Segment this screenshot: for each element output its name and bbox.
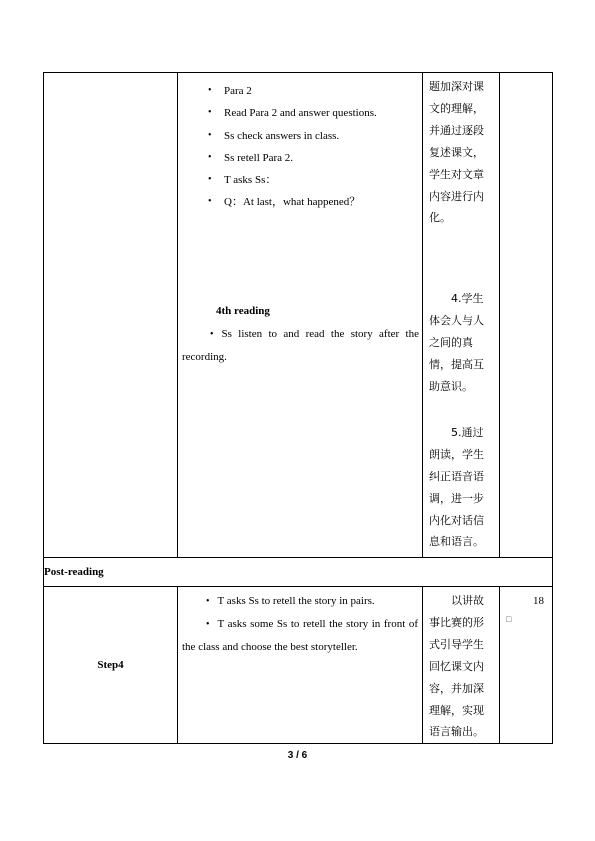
bullet-icon: • <box>206 596 210 607</box>
list-item: • Read Para 2 and answer questions. <box>178 102 418 124</box>
activity-cell <box>178 587 423 744</box>
activity-cell <box>178 73 423 558</box>
list-item: • T asks some Ss to retell the story in front of the class and choose the best storyteller. <box>182 618 418 653</box>
reading-heading: 4th reading <box>216 304 270 317</box>
minutes-value: 18 <box>533 595 544 607</box>
list-item: • T asks Ss to retell the story in pairs. <box>206 595 375 607</box>
step-label: Step4 <box>44 587 178 744</box>
list-item: • Para 2 <box>178 80 418 102</box>
purpose-note: 题加深对课文的理解，并通过逐段复述课文，学生对文章内容进行内化。 <box>429 80 484 225</box>
time-cell <box>500 587 553 744</box>
time-cell-empty <box>500 73 553 558</box>
bullet-icon: • <box>206 619 210 630</box>
section-title: Post-reading <box>44 558 553 587</box>
list-item: • Ss check answers in class. <box>178 125 418 147</box>
page-number: 3 / 6 <box>287 750 308 761</box>
purpose-cell <box>423 587 500 744</box>
table-row <box>44 73 553 558</box>
list-item: • Ss retell Para 2. <box>178 147 418 169</box>
purpose-note: 4.学生体会人与人之间的真情，提高互助意识。 <box>429 292 484 393</box>
activity-list <box>178 73 422 214</box>
list-item: • Q：At last，what happened？ <box>178 191 418 213</box>
purpose-note: 5.通过朗读，学生纠正语音语调，进一步内化对话信息和语言。 <box>429 425 484 549</box>
reading-paragraph: • Ss listen to and read the story after the recording. <box>182 327 419 363</box>
list-item: • T asks Ss： <box>178 169 418 191</box>
bullet-icon: • <box>210 328 214 340</box>
purpose-cell <box>423 73 500 558</box>
step-cell-empty <box>44 73 178 558</box>
section-row <box>44 558 553 587</box>
table-row <box>44 587 553 744</box>
activity-list <box>178 587 422 658</box>
checkbox-icon: □ <box>506 614 512 624</box>
lesson-plan-table <box>43 72 553 744</box>
purpose-note: 以讲故事比赛的形式引导学生回忆课文内容，并加深理解，实现语言输出。 <box>429 594 484 739</box>
